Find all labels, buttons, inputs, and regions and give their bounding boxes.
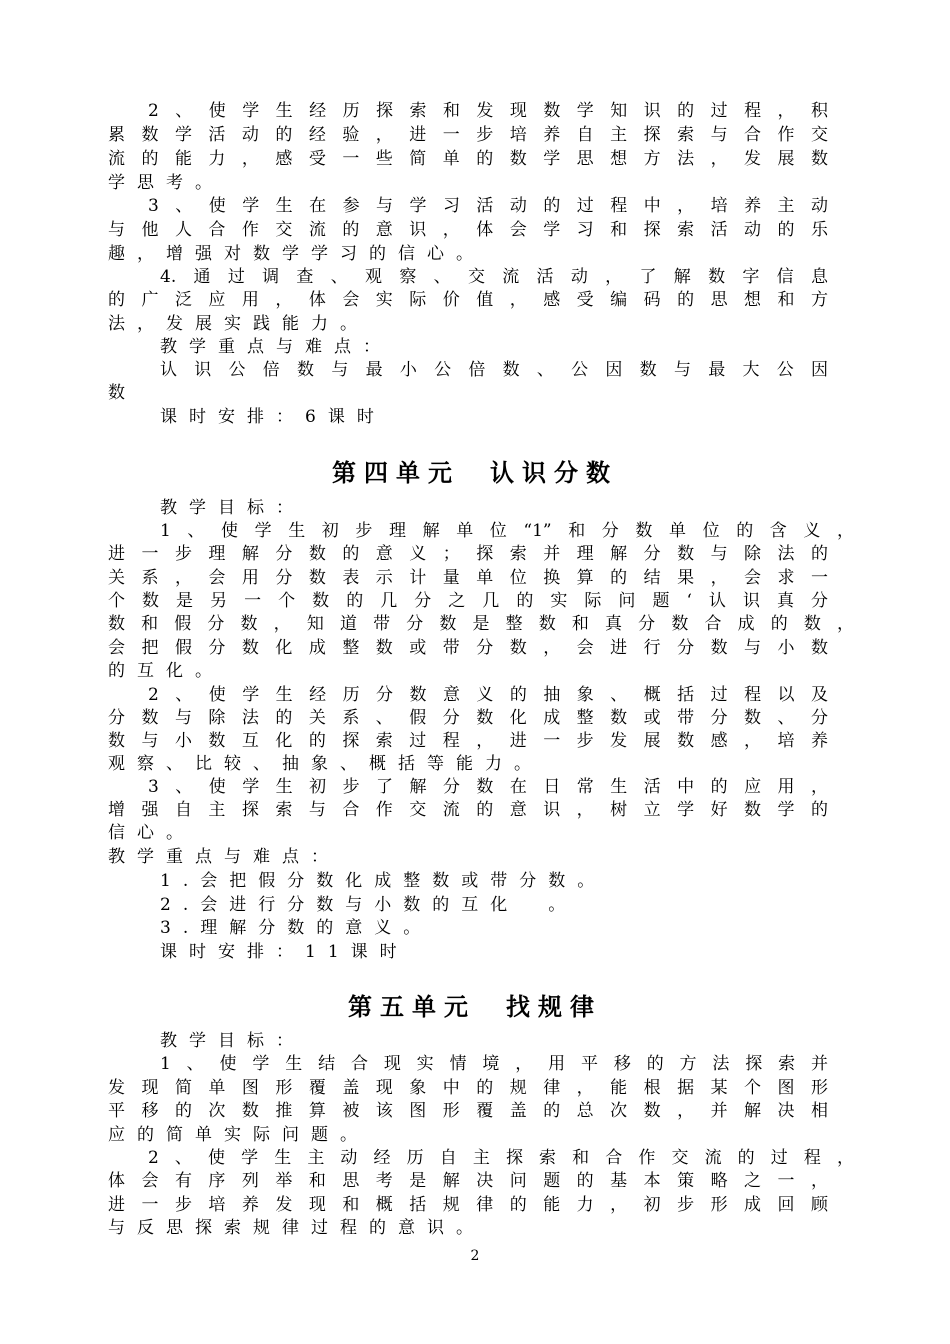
text-line: 与他人合作交流的意识，体会学习和探索活动的乐	[108, 220, 828, 240]
text-line: 2、使学生经历探索和发现数学知识的过程，积	[148, 101, 828, 121]
text-line: 1、使学生初步理解单位“1”和分数单位的含义，	[160, 521, 854, 541]
text-line: 认识公倍数与最小公倍数、公因数与最大公因	[160, 360, 828, 380]
text-line: 3、使学生在参与学习活动的过程中，培养主动	[148, 196, 828, 216]
text-line: 发现简单图形覆盖现象中的规律，能根据某个图形	[108, 1078, 828, 1098]
text-line: 2、使学生经历分数意义的抽象、概括过程以及	[148, 685, 828, 705]
text-line: 平移的次数推算被该图形覆盖的总次数，并解决相	[108, 1101, 828, 1121]
text-line: 3、使学生初步了解分数在日常生活中的应用，	[148, 777, 828, 797]
text-line: 应的简单实际问题。	[108, 1125, 369, 1145]
text-line: 进一步理解分数的意义；探索并理解分数与除法的	[108, 544, 828, 564]
unit-title: 认识分数	[490, 459, 618, 487]
text-line: 数与小数互化的探索过程，进一步发展数感，培养	[108, 731, 828, 751]
schedule-line: 课时安排：11课时	[160, 942, 409, 962]
text-line: 流的能力，感受一些简单的数学思想方法，发展数	[108, 149, 828, 169]
text-line: 关系，会用分数表示计量单位换算的结果，会求一	[108, 568, 828, 588]
text-line: 会把假分数化成整数或带分数，会进行分数与小数	[108, 638, 828, 658]
text-line: 2、使学生主动经历自主探索和合作交流的过程，	[148, 1148, 854, 1168]
text-line: 与反思探索规律过程的意识。	[108, 1218, 485, 1238]
unit-heading	[0, 457, 950, 489]
page-number: 2	[470, 1248, 480, 1264]
text-line: 信心。	[108, 823, 195, 843]
text-line: 分数与除法的关系、假分数化成整数或带分数、分	[108, 708, 828, 728]
text-line: 趣，增强对数学学习的信心。	[108, 244, 485, 264]
key-point-item: 1.会把假分数化成整数或带分数。	[160, 871, 607, 891]
text-line: 的广泛应用，体会实际价值，感受编码的思想和方	[108, 290, 828, 310]
schedule-line: 课时安排：6课时	[160, 407, 386, 427]
text-line: 体会有序列举和思考是解决问题的基本策略之一，	[108, 1171, 828, 1191]
text-line: 观察、比较、抽象、概括等能力。	[108, 754, 543, 774]
unit-title: 找规律	[506, 993, 602, 1021]
text-line: 4.通过调查、观察、交流活动，了解数字信息	[160, 267, 828, 287]
goals-label: 教学目标：	[160, 498, 305, 518]
unit-heading	[0, 991, 950, 1023]
key-points-label: 教学重点与难点：	[108, 847, 340, 867]
key-points-label: 教学重点与难点：	[160, 337, 392, 357]
text-line: 1、使学生结合现实情境，用平移的方法探索并	[160, 1054, 828, 1074]
text-line: 的互化。	[108, 661, 224, 681]
text-line: 数和假分数，知道带分数是整数和真分数合成的数，	[108, 614, 854, 634]
goals-label: 教学目标：	[160, 1031, 305, 1051]
key-point-item: 3.理解分数的意义。	[160, 918, 433, 938]
text-line: 数	[108, 383, 137, 403]
unit-number: 第四单元	[332, 459, 460, 487]
text-line: 个数是另一个数的几分之几的实际问题‘认识真分	[108, 591, 828, 611]
text-line: 法，发展实践能力。	[108, 314, 369, 334]
key-point-item: 2.会进行分数与小数的互化 。	[160, 895, 578, 915]
text-line: 增强自主探索与合作交流的意识，树立学好数学的	[108, 800, 828, 820]
text-line: 进一步培养发现和概括规律的能力，初步形成回顾	[108, 1195, 828, 1215]
text-line: 累数学活动的经验，进一步培养自主探索与合作交	[108, 125, 828, 145]
text-line: 学思考。	[108, 173, 224, 193]
unit-number: 第五单元	[348, 993, 476, 1021]
